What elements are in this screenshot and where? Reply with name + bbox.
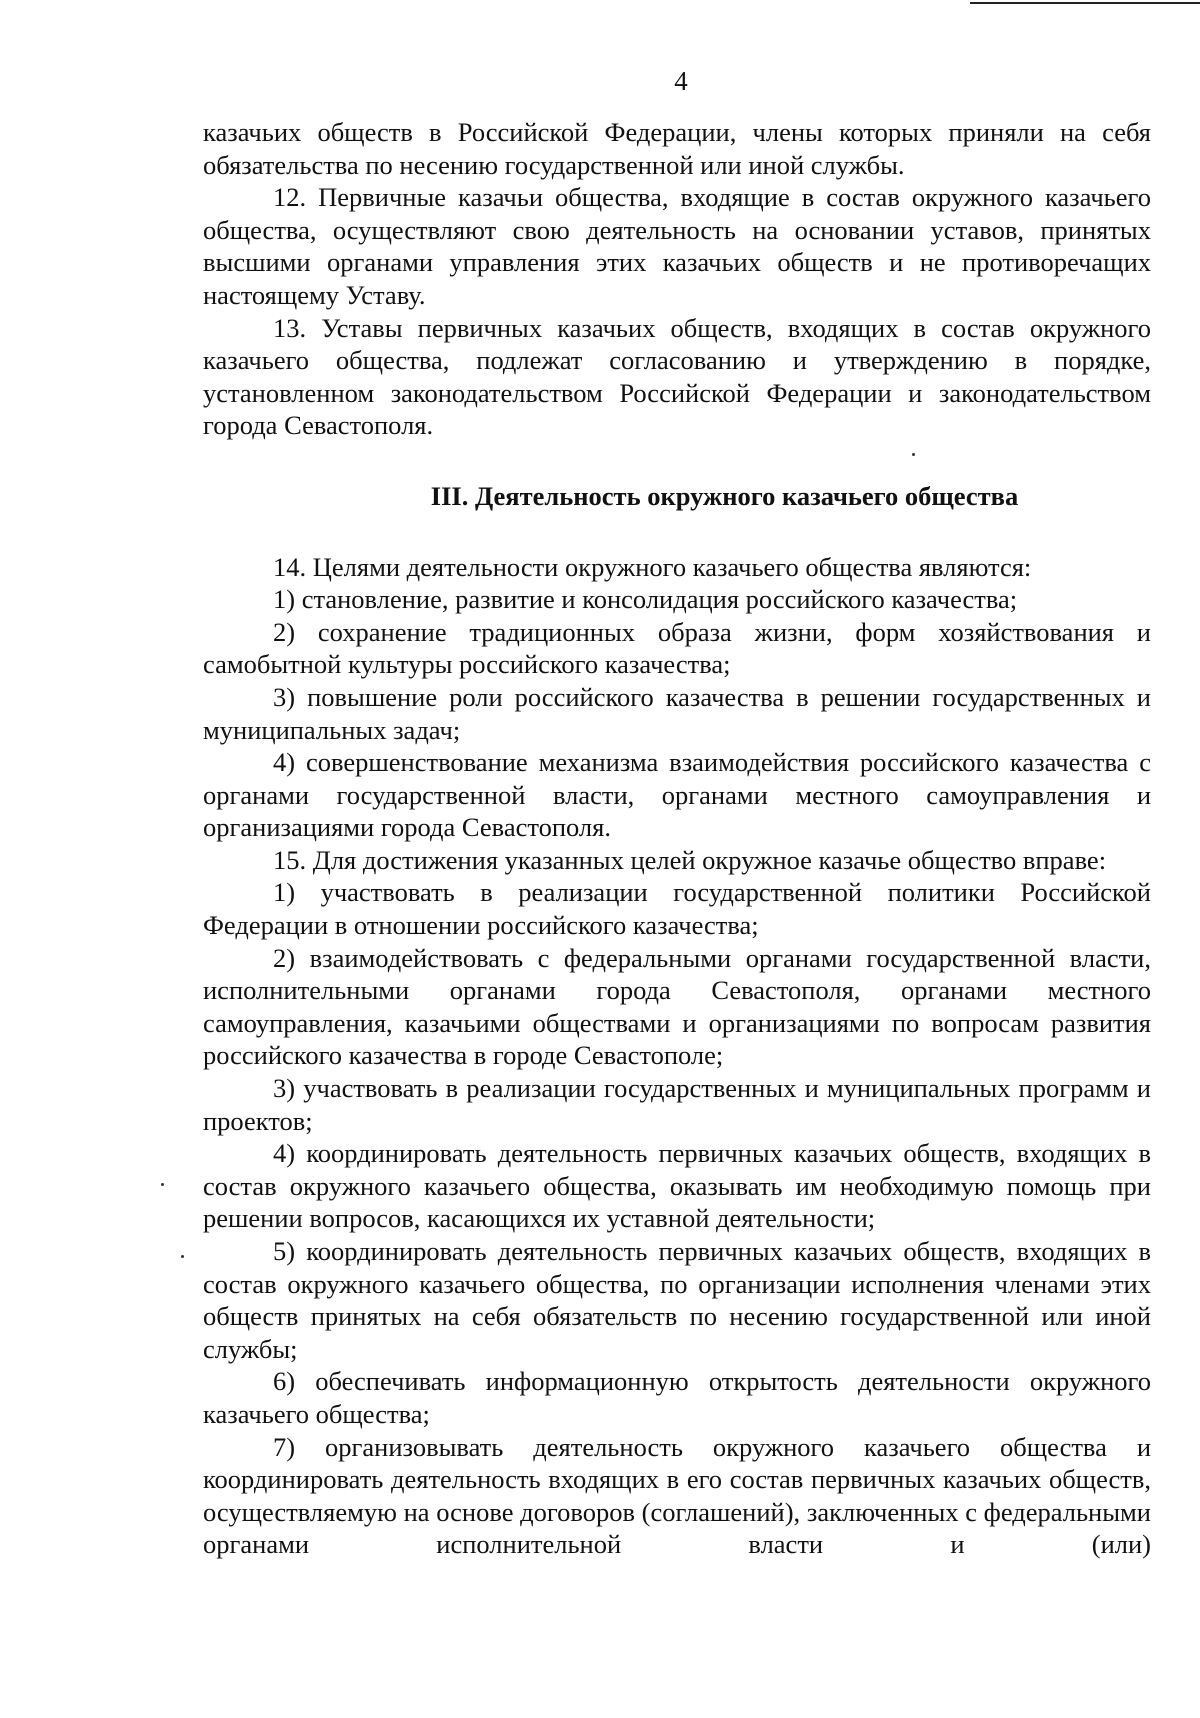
paragraph: 12. Первичные казачьи общества, входящие в состав окружного казачьего общества, осуществляют свою деятельность на основании уставов, принятых высшими органами управления этих казачьих обществ и не противоречащих настоящему Уставу. <box>203 182 1151 310</box>
document-body <box>203 116 1151 1561</box>
section-heading: III. Деятельность окружного казачьего общества <box>430 480 1019 511</box>
paragraph: 3) участвовать в реализации государственных и муниципальных программ и проектов; <box>203 1073 1151 1136</box>
paragraph: 7) организовывать деятельность окружного казачьего общества и координировать деятельность входящих в его состав первичных казачьих обществ, осуществляемую на основе договоров (соглашений), заключенных с федеральными органами исполнительной власти и (или) <box>203 1431 1151 1560</box>
scan-speck <box>161 1183 164 1186</box>
paragraph: 2) взаимодействовать с федеральными органами государственной власти, исполнительными органами города Севастополя, органами местного самоуправления, казачьими обществами и организациями по вопросам развития российского казачества в городе Севастополе; <box>203 942 1151 1071</box>
paragraphs-after <box>203 551 1151 1561</box>
paragraph: 13. Уставы первичных казачьих обществ, входящих в состав окружного казачьего общества, подлежат согласованию и утверждению в порядке, установленном законодательством Российской Федерации и законодательством города Севастополя. <box>203 312 1151 441</box>
paragraph: 14. Целями деятельности окружного казачьего общества являются: <box>273 551 1032 582</box>
paragraph: 4) координировать деятельность первичных казачьих обществ, входящих в состав окружного казачьего общества, оказывать им необходимую помощь при решении вопросов, касающихся их уставной деятельности; <box>203 1138 1151 1234</box>
paragraph: 1) участвовать в реализации государственной политики Российской Федерации в отношении российского казачества; <box>203 877 1151 941</box>
page-number: 4 <box>674 66 688 96</box>
paragraph: 4) совершенствование механизма взаимодействия российского казачества с органами государственной власти, органами местного самоуправления и организациями города Севастополя. <box>203 747 1151 843</box>
paragraph: 5) координировать деятельность первичных казачьих обществ, входящих в состав окружного казачьего общества, по организации исполнения членами этих обществ принятых на себя обязательств по несению государственной или иной службы; <box>203 1236 1151 1364</box>
paragraph: 3) повышение роли российского казачества в решении государственных и муниципальных задач; <box>203 681 1151 745</box>
paragraph: казачьих обществ в Российской Федерации, члены которых приняли на себя обязательства по несению государственной или иной службы. <box>203 117 1151 180</box>
paragraph: 6) обеспечивать информационную открытость деятельности окружного казачьего общества; <box>203 1366 1151 1429</box>
paragraph: 1) становление, развитие и консолидация российского казачества; <box>273 584 1018 615</box>
scan-edge-line <box>970 2 1200 4</box>
paragraph: 15. Для достижения указанных целей окружное казачье общество вправе: <box>273 844 1107 875</box>
paragraph: 2) сохранение традиционных образа жизни, форм хозяйствования и самобытной культуры российского казачества; <box>203 616 1151 680</box>
scan-speck <box>181 1255 184 1258</box>
paragraphs-before <box>203 116 1151 442</box>
